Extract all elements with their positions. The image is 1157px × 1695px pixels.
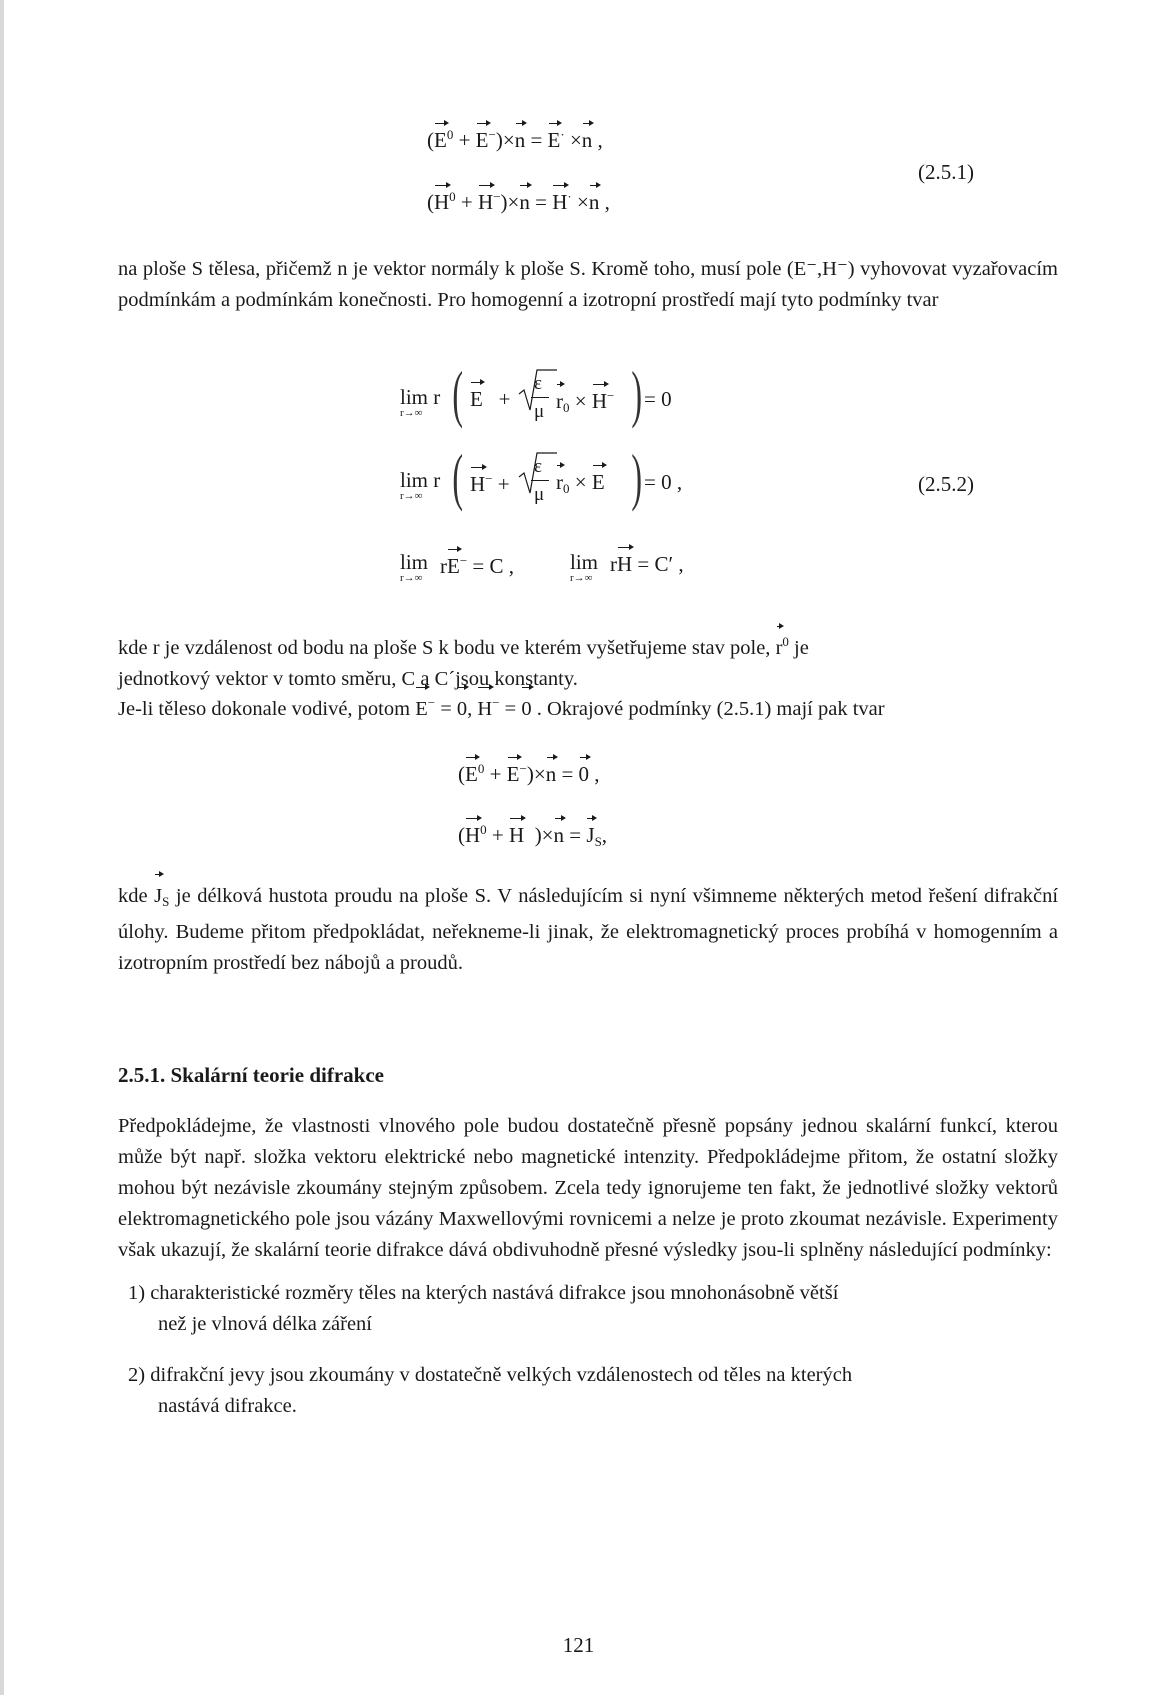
list-item: 1) charakteristické rozměry těles na kterých nastává difrakce jsou mnohonásobně větší než je vlnová délka záření xyxy=(128,1282,839,1335)
mu: μ xyxy=(534,484,545,505)
page-number: 121 xyxy=(562,1633,595,1657)
finiteness-H: rH = C′ , xyxy=(610,552,684,576)
equation-conductor-E: $(E^0 + E^-)\times n = 0$ , xyxy=(458,761,600,786)
equation-number-2-5-2: (2.5.2) xyxy=(918,472,974,496)
limit-2-body-rest: $r_0 \times E$ xyxy=(556,470,605,496)
paragraph-scalar-theory: Předpokládejme, že vlastnosti vlnového pole budou dostatečně přesně popsány jednou skalární funkcí, kterou může být např. složka vektoru elektrické nebo magnetické intenzity. Předpokládejme přitom, že ostatní složky mohou být nezávisle zkoumány stejným způsobem. Zcela tedy ignorujeme ten fakt, že jednotlivé složky vektorů elektromagnetického pole jsou vázány Maxwellovými rovnicemi a nelze je proto zkoumat nezávisle. Experimenty však ukazují, že skalární teorie difrakce dává obdivuhodně přesné výsledky jsou-li splněny následující podmínky: xyxy=(118,1115,1058,1261)
equation-boundary-H: $(H^0 + H^-)\times n = H^\cdot \times n$ , xyxy=(427,189,610,214)
mu: μ xyxy=(534,401,545,422)
limit-1-body: E + xyxy=(470,387,511,411)
lim-operator: lim r r→∞ xyxy=(400,385,441,419)
paragraph-distance-definition: kde r je vzdálenost od bodu na ploše S k bodu ve kterém vyšetřujeme stav pole, $r^0$ je jednotkový vektor v tomto směru, C a C´jsou konstanty. xyxy=(118,634,809,690)
left-paren: ( xyxy=(452,441,463,512)
equals-zero: = 0 xyxy=(644,387,672,411)
lim-operator: lim r r→∞ xyxy=(400,468,441,502)
limit-1-body-rest: $r_0 \times H^-$ xyxy=(556,388,615,415)
lim-operator: lim r→∞ xyxy=(570,550,599,584)
equation-boundary-E: $(E^0 + E^-)\times n = E^\cdot \times n$ , xyxy=(427,127,603,152)
equation-number-2-5-1: (2.5.1) xyxy=(918,160,974,184)
lim-operator: lim r→∞ xyxy=(400,550,429,584)
right-paren: ) xyxy=(631,358,642,429)
equals-zero: = 0 , xyxy=(644,470,683,494)
fraction-bar xyxy=(531,397,549,398)
paragraph-perfect-conductor: Je-li těleso dokonale vodivé, potom E− = 0, H− = 0 . Okrajové podmínky (2.5.1) mají pak tvar xyxy=(118,687,1058,725)
fraction-bar xyxy=(531,480,549,481)
left-paren: ( xyxy=(452,358,463,429)
epsilon: ε xyxy=(534,373,542,394)
section-heading: 2.5.1. Skalární teorie difrakce xyxy=(118,1063,384,1087)
right-paren: ) xyxy=(631,441,642,512)
paragraph-current-density: kde $J_S$ je délková hustota proudu na ploše S. V následujícím si nyní všimneme některých metod řešení difrakční úlohy. Budeme přitom předpokládat, neřekneme-li jinak, že elektromagnetický proces probíhá v homogenním a izotropním prostředí bez nábojů a proudů. xyxy=(118,881,1058,979)
limit-2-body: H− + xyxy=(470,471,510,496)
finiteness-E: rE− = C , xyxy=(440,553,515,578)
scan-left-edge xyxy=(0,0,4,1695)
paragraph-radiation-conditions: na ploše S tělesa, přičemž n je vektor normály k ploše S. Kromě toho, musí pole (E⁻,H⁻) vyhovovat vyzařovacím podmínkám a podmínkám konečnosti. Pro homogenní a izotropní prostředí mají tyto podmínky tvar xyxy=(118,258,1058,311)
equation-conductor-H: ($H^0 + H$ )$\times n = J_S$, xyxy=(458,822,608,849)
epsilon: ε xyxy=(534,456,542,477)
list-item: 2) difrakční jevy jsou zkoumány v dostatečně velkých vzdálenostech od těles na kterých nastává difrakce. xyxy=(128,1364,853,1417)
